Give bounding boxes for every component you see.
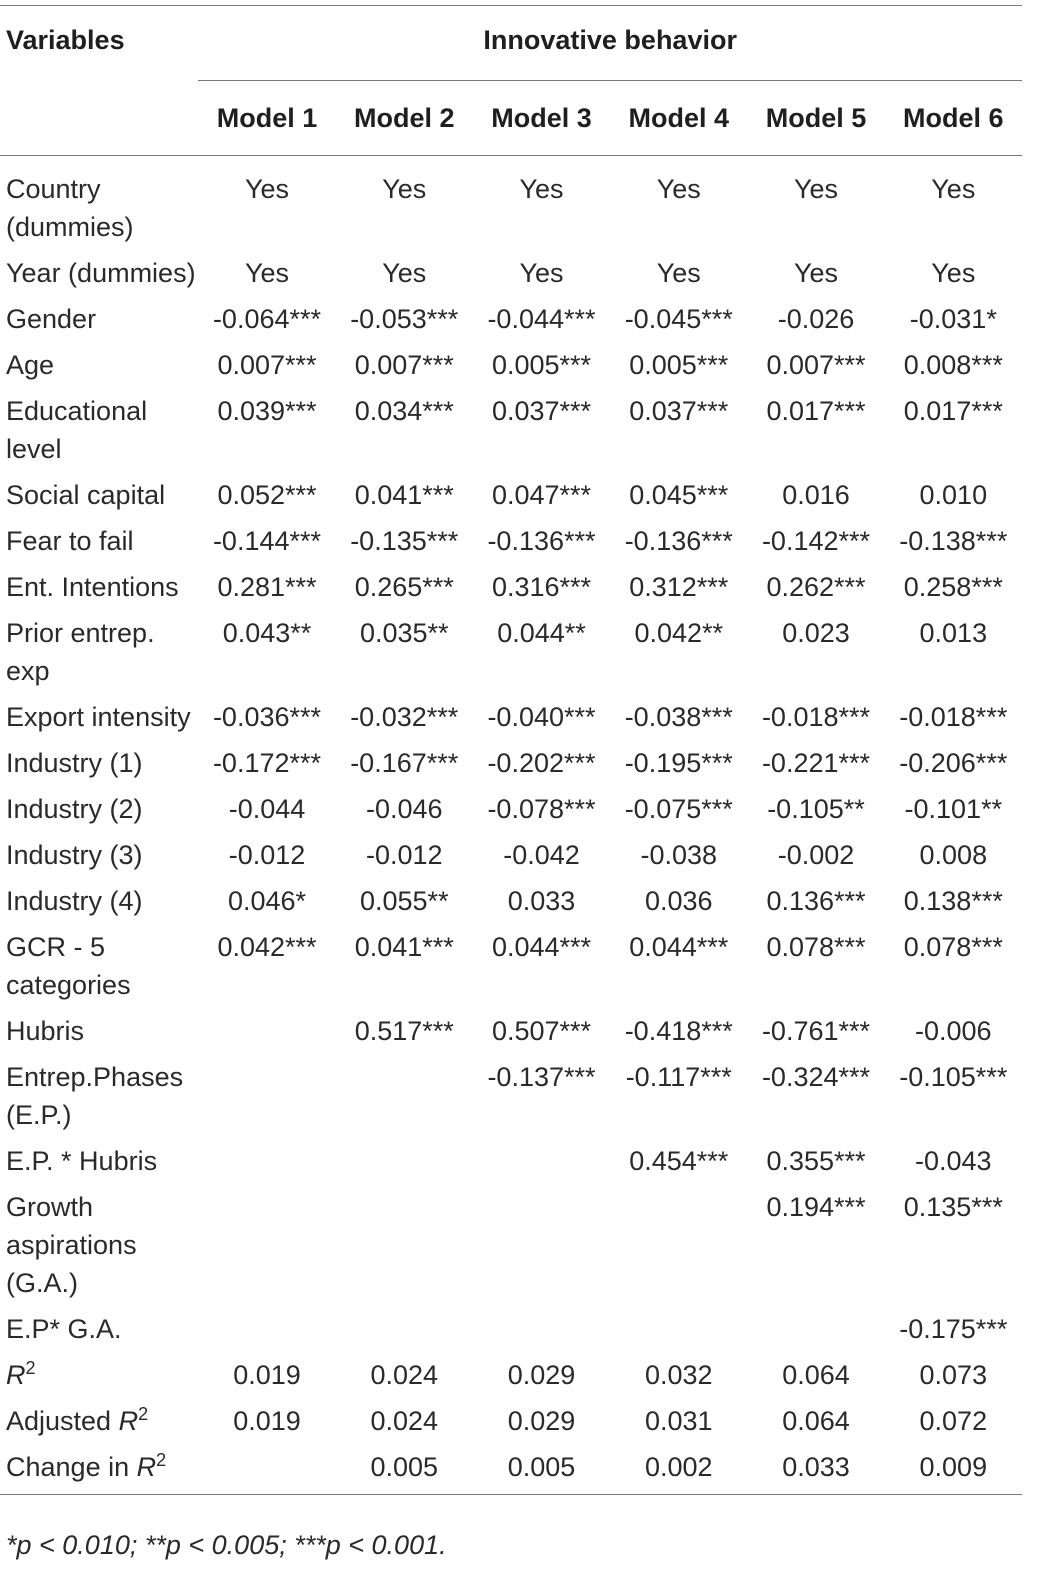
table-row	[0, 254, 1022, 300]
variables-header: Variables	[6, 25, 125, 56]
cell-model-3: 0.316***	[491, 572, 592, 602]
cell-model-4: -0.038***	[624, 702, 733, 732]
cell-model-4: 0.005***	[629, 350, 729, 380]
cell-model-4: 0.002	[610, 1448, 747, 1495]
cell-model-6: -0.206***	[899, 748, 1008, 778]
table-row	[0, 1058, 1022, 1142]
cell-model-5: 0.017***	[766, 396, 866, 426]
cell-model-1: 0.043**	[222, 618, 312, 648]
cell-model-3: 0.037***	[491, 396, 592, 426]
cell-model-4: 0.454***	[629, 1146, 729, 1176]
cell-model-3: 0.005	[473, 1448, 610, 1495]
row-label: GCR - 5 categories	[6, 932, 131, 1000]
footnote: *p < 0.010; **p < 0.005; ***p < 0.001.	[6, 1530, 447, 1560]
cell-model-5: -0.018***	[761, 702, 871, 732]
cell-model-2: -0.167***	[350, 748, 459, 778]
cell-model-5: -0.026	[777, 304, 855, 334]
cell-model-1	[198, 1188, 335, 1310]
cell-model-1	[198, 1012, 335, 1058]
cell-model-5: 0.136***	[766, 886, 866, 916]
cell-model-6: 0.073	[919, 1360, 988, 1390]
row-label: Growth aspirations (G.A.)	[6, 1192, 137, 1298]
cell-model-6: Yes	[931, 258, 976, 288]
cell-model-6: 0.017***	[903, 396, 1003, 426]
row-label: Social capital	[6, 480, 166, 510]
row-label: Adjusted $R^2$	[6, 1404, 149, 1436]
cell-model-3: Yes	[519, 174, 564, 204]
cell-model-3: 0.044**	[497, 618, 586, 648]
row-label: Change in $R^2$	[0, 1448, 198, 1495]
cell-model-5: -0.324***	[761, 1062, 871, 1092]
cell-model-1	[198, 1310, 335, 1356]
cell-model-1: 0.019	[233, 1406, 301, 1436]
superscript: 2	[156, 1450, 167, 1470]
row-label: Year (dummies)	[6, 258, 196, 288]
cell-model-2: 0.024	[370, 1360, 439, 1390]
cell-model-4	[610, 1310, 747, 1356]
model-header: Model 1	[198, 81, 335, 156]
cell-model-1	[198, 1448, 335, 1495]
cell-model-1: 0.042***	[217, 932, 317, 962]
table-row	[0, 928, 1022, 1012]
cell-model-3: -0.137***	[487, 1062, 596, 1092]
cell-model-1: 0.046*	[227, 886, 307, 916]
cell-model-5: 0.262***	[766, 572, 866, 602]
table-row	[0, 522, 1022, 568]
cell-model-5: 0.078***	[766, 932, 866, 962]
cell-model-1: 0.281***	[217, 572, 317, 602]
cell-model-2: 0.041***	[354, 480, 454, 510]
cell-model-3: 0.047***	[491, 480, 592, 510]
cell-model-1: 0.019	[233, 1360, 301, 1390]
cell-model-6: -0.105***	[899, 1062, 1008, 1092]
cell-model-3: 0.029	[507, 1406, 576, 1436]
row-label: Export intensity	[6, 702, 191, 732]
innovative-behavior-header: Innovative behavior	[198, 0, 1022, 81]
row-label: Ent. Intentions	[6, 572, 179, 602]
cell-model-1: Yes	[244, 258, 289, 288]
row-label: Educational level	[6, 396, 148, 464]
cell-model-6: 0.135***	[903, 1192, 1003, 1222]
model-header: Model 3	[473, 81, 610, 156]
cell-model-4: 0.037***	[629, 396, 729, 426]
cell-model-5: 0.007***	[766, 350, 866, 380]
cell-model-3: -0.040***	[487, 702, 596, 732]
cell-model-4: -0.117***	[625, 1062, 732, 1092]
row-label: E.P. * Hubris	[6, 1146, 158, 1176]
cell-model-5: 0.023	[782, 618, 850, 648]
cell-model-5: 0.064	[782, 1406, 850, 1436]
cell-model-6: -0.018***	[899, 702, 1008, 732]
cell-model-6: -0.031*	[909, 304, 997, 334]
cell-model-2: 0.007***	[354, 350, 454, 380]
cell-model-2	[336, 1310, 473, 1356]
table-row	[0, 476, 1022, 522]
cell-model-2	[336, 1188, 473, 1310]
cell-model-3: -0.044***	[487, 304, 596, 334]
cell-model-3: -0.078***	[487, 794, 596, 824]
cell-model-6: 0.010	[919, 480, 988, 510]
cell-model-1: 0.039***	[217, 396, 317, 426]
cell-model-2: -0.046	[365, 794, 443, 824]
table-row	[0, 1188, 1022, 1310]
cell-model-3: -0.136***	[487, 526, 596, 556]
table-row	[0, 1142, 1022, 1188]
cell-model-1: -0.144***	[212, 526, 322, 556]
cell-model-1: -0.036***	[212, 702, 322, 732]
cell-model-3: Yes	[519, 258, 564, 288]
cell-model-5: -0.761***	[761, 1016, 871, 1046]
cell-model-5: Yes	[793, 174, 838, 204]
cell-model-6: -0.175***	[899, 1314, 1008, 1344]
cell-model-1: 0.007***	[217, 350, 317, 380]
cell-model-6: 0.072	[919, 1406, 988, 1436]
cell-model-2: 0.024	[370, 1406, 439, 1436]
row-label: Entrep.Phases (E.P.)	[6, 1062, 184, 1130]
superscript: 2	[138, 1404, 149, 1424]
cell-model-2: -0.135***	[350, 526, 459, 556]
table-row	[0, 1012, 1022, 1058]
row-label: E.P* G.A.	[6, 1314, 122, 1344]
cell-model-4: -0.045***	[624, 304, 733, 334]
cell-model-2: Yes	[382, 258, 427, 288]
row-label: Industry (1)	[6, 748, 143, 778]
superscript: 2	[25, 1358, 36, 1378]
cell-model-2: 0.055**	[359, 886, 449, 916]
model-header: Model 2	[336, 81, 473, 156]
cell-model-4: -0.418***	[624, 1016, 733, 1046]
cell-model-4: -0.136***	[624, 526, 733, 556]
cell-model-2: -0.032***	[350, 702, 459, 732]
cell-model-1: -0.172***	[212, 748, 322, 778]
cell-model-2: Yes	[382, 174, 427, 204]
cell-model-2	[336, 1142, 473, 1188]
cell-model-2: 0.035**	[359, 618, 449, 648]
cell-model-6: 0.138***	[903, 886, 1003, 916]
cell-model-3	[473, 1310, 610, 1356]
cell-model-4: 0.032	[644, 1360, 713, 1390]
cell-model-4: 0.036	[644, 886, 713, 916]
row-label: Prior entrep. exp	[6, 618, 155, 686]
cell-model-6: -0.006	[915, 1016, 992, 1046]
cell-model-6: -0.043	[915, 1146, 992, 1176]
cell-model-5: 0.194***	[766, 1192, 866, 1222]
cell-model-1: 0.052***	[217, 480, 317, 510]
row-label: $R^2$	[6, 1358, 36, 1390]
cell-model-4: 0.044***	[629, 932, 729, 962]
cell-model-2: 0.517***	[354, 1016, 454, 1046]
cell-model-5	[747, 1310, 884, 1356]
cell-model-6: 0.013	[919, 618, 988, 648]
table-row	[0, 300, 1022, 346]
cell-model-3	[473, 1142, 610, 1188]
table-row	[0, 346, 1022, 392]
table-row	[0, 156, 1022, 255]
table-row	[0, 392, 1022, 476]
table-row	[0, 1448, 1022, 1495]
cell-model-4: Yes	[656, 174, 701, 204]
cell-model-3	[473, 1188, 610, 1310]
header-spacer	[0, 81, 198, 156]
cell-model-1	[198, 1058, 335, 1142]
cell-model-6: 0.008***	[903, 350, 1003, 380]
row-label: Hubris	[6, 1016, 85, 1046]
cell-model-1: Yes	[244, 174, 289, 204]
cell-model-1	[198, 1142, 335, 1188]
table-row	[0, 882, 1022, 928]
table-row	[0, 790, 1022, 836]
cell-model-6: 0.078***	[903, 932, 1003, 962]
row-label: Gender	[6, 304, 97, 334]
row-label: Industry (3)	[6, 840, 143, 870]
table-body	[0, 156, 1022, 1495]
cell-model-6: Yes	[931, 174, 976, 204]
cell-model-3: 0.005***	[491, 350, 592, 380]
cell-model-2: -0.012	[365, 840, 443, 870]
cell-model-5: 0.016	[782, 480, 850, 510]
cell-model-4	[610, 1188, 747, 1310]
row-label: Industry (2)	[6, 794, 143, 824]
table-row	[0, 836, 1022, 882]
cell-model-5: 0.064	[782, 1360, 850, 1390]
cell-model-2: 0.005	[336, 1448, 473, 1495]
cell-model-3: 0.507***	[491, 1016, 592, 1046]
cell-model-1: -0.064***	[212, 304, 322, 334]
table-row	[0, 1310, 1022, 1356]
table-row	[0, 614, 1022, 698]
cell-model-4: -0.038	[640, 840, 718, 870]
row-label: Fear to fail	[6, 526, 134, 556]
model-header: Model 6	[885, 81, 1022, 156]
table-row	[0, 1356, 1022, 1402]
cell-model-6: 0.008	[919, 840, 988, 870]
cell-model-4: 0.031	[644, 1406, 713, 1436]
cell-model-5: -0.002	[777, 840, 855, 870]
cell-model-6: -0.138***	[899, 526, 1008, 556]
cell-model-5: 0.033	[747, 1448, 884, 1495]
cell-model-2: -0.053***	[350, 304, 459, 334]
table-row	[0, 1402, 1022, 1448]
cell-model-2	[336, 1058, 473, 1142]
cell-model-4: 0.312***	[629, 572, 729, 602]
table-row	[0, 744, 1022, 790]
cell-model-6: 0.258***	[903, 572, 1003, 602]
row-label: Country (dummies)	[6, 174, 134, 242]
cell-model-3: 0.029	[507, 1360, 576, 1390]
cell-model-3: -0.042	[503, 840, 580, 870]
cell-model-5: Yes	[793, 258, 838, 288]
cell-model-4: -0.075***	[624, 794, 733, 824]
cell-model-2: 0.034***	[354, 396, 454, 426]
cell-model-6: -0.101**	[904, 794, 1003, 824]
row-label: Age	[6, 350, 55, 380]
row-label: Industry (4)	[6, 886, 143, 916]
model-header: Model 5	[747, 81, 884, 156]
cell-model-5: -0.105**	[767, 794, 865, 824]
cell-model-5: 0.355***	[766, 1146, 866, 1176]
cell-model-3: 0.044***	[491, 932, 592, 962]
cell-model-2: 0.041***	[354, 932, 454, 962]
cell-model-2: 0.265***	[354, 572, 454, 602]
table-row	[0, 698, 1022, 744]
cell-model-5: -0.142***	[761, 526, 871, 556]
cell-model-1: -0.012	[228, 840, 306, 870]
cell-model-4: Yes	[656, 258, 701, 288]
cell-model-6: 0.009	[885, 1448, 1022, 1495]
cell-model-4: 0.042**	[634, 618, 724, 648]
cell-model-4: -0.195***	[624, 748, 733, 778]
table-row	[0, 568, 1022, 614]
cell-model-5: -0.221***	[761, 748, 871, 778]
cell-model-3: -0.202***	[487, 748, 596, 778]
cell-model-3: 0.033	[507, 886, 576, 916]
cell-model-4: 0.045***	[629, 480, 729, 510]
model-header: Model 4	[610, 81, 747, 156]
cell-model-1: -0.044	[228, 794, 306, 824]
